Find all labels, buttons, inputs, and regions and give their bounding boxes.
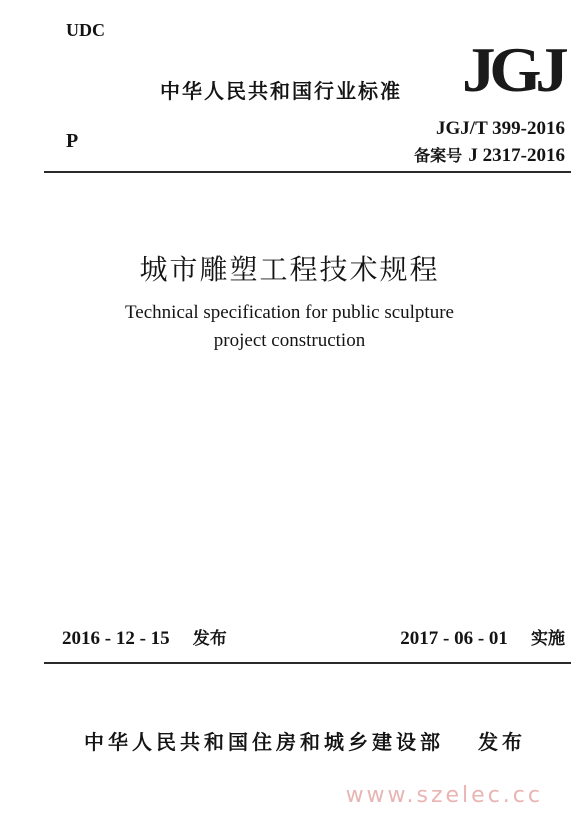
title-english-line1: Technical specification for public sculpture	[125, 302, 454, 323]
watermark: www.szelec.cc	[345, 783, 543, 808]
bottom-divider	[44, 662, 571, 664]
effective-date: 2017 - 06 - 01	[400, 628, 508, 649]
filing-number: J 2317-2016	[468, 145, 565, 166]
publisher-name: 中华人民共和国住房和城乡建设部	[84, 730, 444, 754]
filing-number-row	[414, 143, 565, 167]
effective-label: 实施	[531, 629, 565, 649]
filing-label: 备案号	[414, 146, 463, 165]
udc-label: UDC	[66, 20, 105, 40]
publisher-row	[84, 726, 526, 755]
standard-number: JGJ/T 399-2016	[436, 118, 565, 139]
effective-date-row	[400, 624, 565, 650]
title-english-line2: project construction	[213, 330, 366, 351]
issue-date: 2016 - 12 - 15	[62, 628, 170, 649]
top-divider	[44, 171, 571, 173]
issue-date-row	[62, 624, 227, 650]
issue-label: 发布	[192, 629, 227, 649]
category-code: P	[66, 130, 79, 152]
jgj-logo: JGJ	[462, 34, 563, 105]
publisher-action: 发布	[478, 730, 526, 754]
standard-category: 中华人民共和国行业标准	[160, 79, 402, 103]
title-chinese: 城市雕塑工程技术规程	[139, 253, 440, 286]
